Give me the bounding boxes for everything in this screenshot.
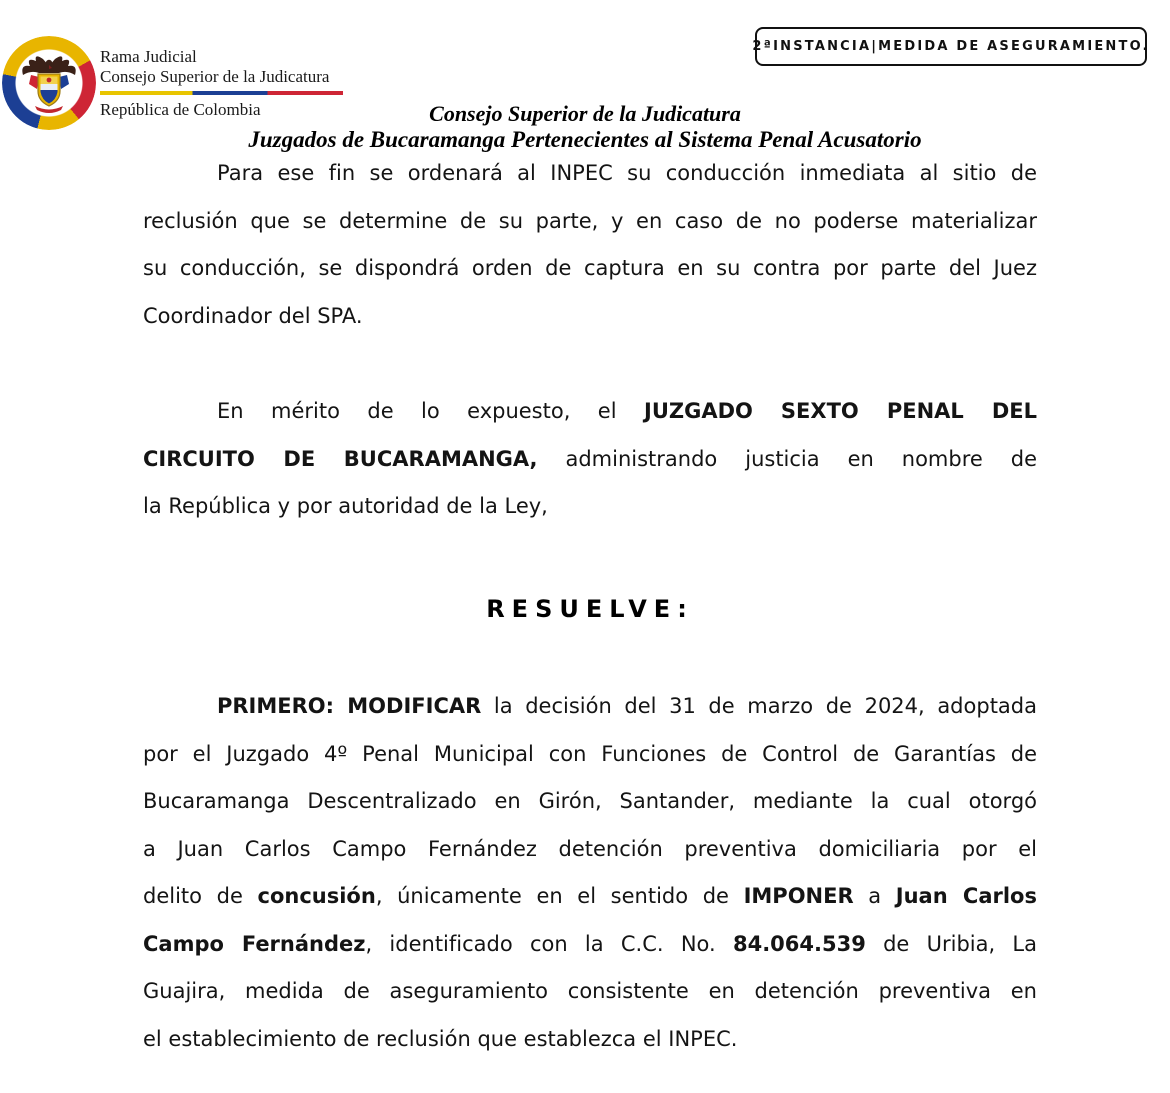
bold-text-run: concusión [257,884,376,908]
bold-text-run: IMPONER [743,884,854,908]
bold-text-run: Juan Carlos [895,884,1037,908]
text-line [143,778,1037,826]
text-line [143,921,1037,969]
bold-text-run: PRIMERO: MODIFICAR [217,694,482,718]
text-line [143,483,1037,531]
resolution-heading: RESUELVE: [486,594,694,623]
text-line [143,731,1037,779]
document-paragraph [143,683,1037,1063]
text-line [143,245,1037,293]
text-line [143,683,1037,731]
text-line [143,873,1037,921]
text-line [143,388,1037,436]
bold-text-run: 84.064.539 [732,931,866,956]
text-run: reclusión que se determine de su parte, y en caso de no poderse materializar [143,208,1037,233]
text-run: Para ese fin se ordenará al INPEC su conducción inmediata al sitio de [217,161,1037,185]
bold-text-run: CIRCUITO DE BUCARAMANGA, [143,446,538,471]
text-line [143,150,1037,198]
text-run: Coordinador del SPA. [143,303,363,328]
text-run: la República y por autoridad de la Ley, [143,494,548,518]
logo-country: República de Colombia [100,99,261,119]
document-body [143,150,1037,1063]
logo-org-line2: Consejo Superior de la Judicatura [100,67,330,86]
text-run: a [853,884,896,908]
text-line [143,826,1037,874]
text-line [143,293,1037,341]
text-run: , únicamente en el sentido de [375,884,744,908]
text-run: administrando justicia en nombre de [537,446,1037,471]
document-paragraph [143,150,1037,340]
text-run: En mérito de lo expuesto, el [217,399,644,423]
text-run: Guajira, medida de aseguramiento consistente en detención preventiva en [143,979,1037,1003]
text-run: de Uribia, La [865,931,1037,956]
text-run: por el Juzgado 4º Penal Municipal con Funciones de Control de Garantías de [143,741,1037,766]
text-run: Bucaramanga Descentralizado en Girón, Santander, mediante la cual otorgó [143,789,1037,813]
bold-text-run: Campo Fernández [143,931,366,956]
tricolor-divider [100,91,343,95]
letterhead-subtitle: Juzgados de Bucaramanga Pertenecientes al Sistema Penal Acusatorio [248,127,922,152]
text-line [143,198,1037,246]
case-type-badge-label: 2ªINSTANCIA|MEDIDA DE ASEGURAMIENTO. [752,39,1150,54]
text-run: delito de [143,884,258,908]
text-run: a Juan Carlos Campo Fernández detención preventiva domiciliaria por el [143,836,1037,861]
text-line [143,1016,1037,1064]
text-run: su conducción, se dispondrá orden de captura en su contra por parte del Juez [143,256,1037,280]
letterhead-title: Consejo Superior de la Judicatura [429,101,741,126]
text-line [143,436,1037,484]
bold-text-run: JUZGADO SEXTO PENAL DEL [644,399,1037,423]
document-paragraph [143,388,1037,531]
logo-org-line1: Rama Judicial [100,47,197,66]
text-run: la decisión del 31 de marzo de 2024, adoptada [481,694,1037,718]
text-line [143,968,1037,1016]
case-type-badge [752,27,1150,66]
text-run: el establecimiento de reclusión que establezca el INPEC. [143,1026,738,1051]
text-run: , identificado con la C.C. No. [365,931,733,956]
